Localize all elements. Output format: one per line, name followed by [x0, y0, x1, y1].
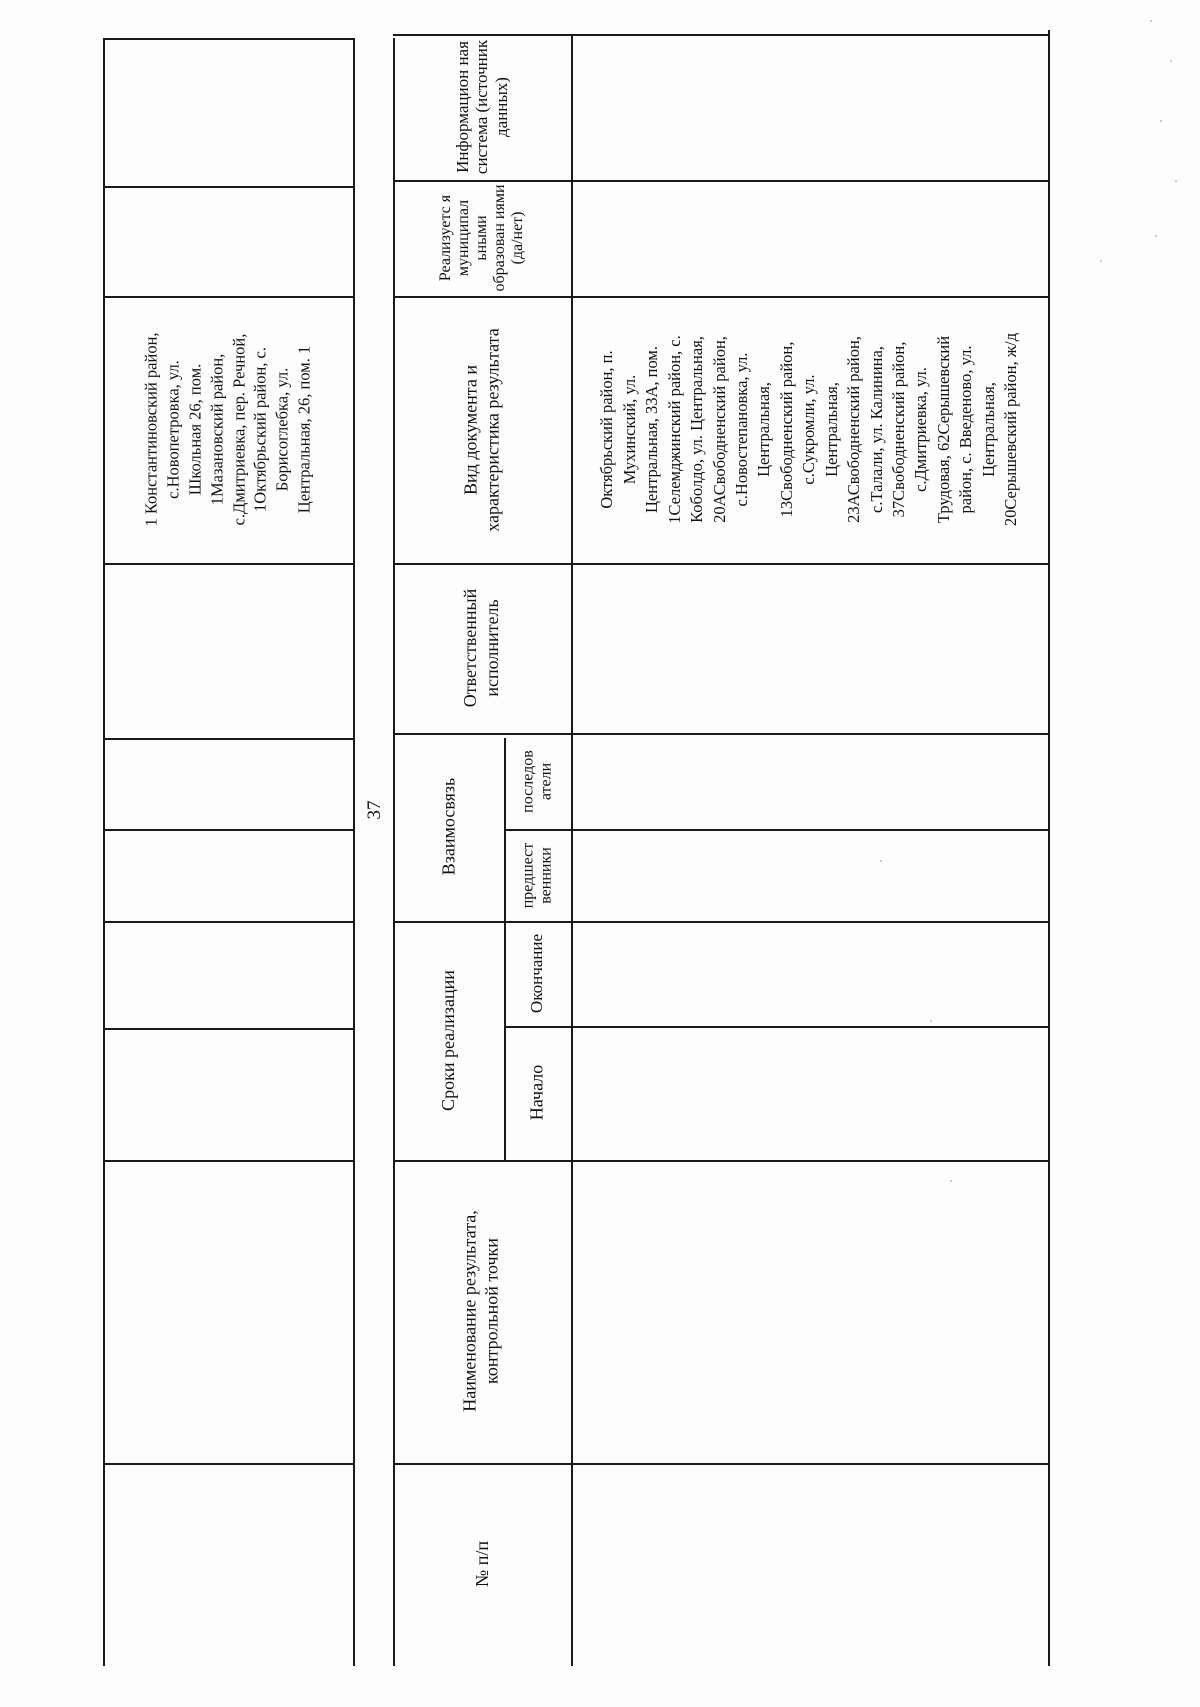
- doc-line: 20АСвободненский район,: [709, 336, 729, 523]
- scan-speck: [930, 1020, 932, 1022]
- upper-row-line: [103, 1028, 355, 1030]
- doc-line: 1Селемджинский район, с.: [664, 335, 684, 524]
- upper-row-line: [103, 829, 355, 831]
- header-predecessors: предшест венники: [519, 842, 554, 909]
- upper-table-border-right: [353, 38, 355, 1666]
- address-line: с.Новопетровка, ул.: [163, 360, 183, 499]
- upper-row-line: [103, 186, 355, 188]
- column-line: [504, 1026, 1050, 1028]
- lower-table-border-right: [1048, 30, 1050, 1666]
- column-line: [504, 829, 1050, 831]
- doc-line: 13Свободненский район,: [776, 341, 796, 518]
- doc-line: Коболдо, ул. Центральная,: [687, 336, 707, 523]
- doc-line: с.Новостепановка, ул.: [731, 352, 751, 507]
- header-doc-type: Вид документа и характеристика результата: [460, 328, 503, 532]
- upper-table-border-left: [103, 38, 105, 1666]
- doc-line: Центральная,: [754, 382, 774, 477]
- doc-line: с.Дмитриевка, ул.: [911, 367, 931, 492]
- header-terms: Сроки реализации: [437, 970, 458, 1111]
- doc-line: Мухинский, ул.: [619, 374, 639, 485]
- upper-row-line: [103, 921, 355, 923]
- address-line: 1Мазановский район,: [207, 353, 227, 506]
- header-num: № п/п: [472, 1541, 493, 1587]
- header-name: Наименование результата, контрольной точки: [459, 1210, 502, 1412]
- scan-speck: [950, 1180, 952, 1182]
- header-start: Начало: [526, 1064, 547, 1121]
- address-line: Борисоглебка, ул.: [272, 367, 292, 492]
- address-line: Центральная, 26, пом. 1: [294, 345, 314, 514]
- header-successors: последов атели: [519, 750, 554, 813]
- header-municipal: Реализуетс я муниципал ьными образован иями (да/нет): [437, 184, 526, 292]
- header-body-separator: [571, 34, 573, 1666]
- scan-speck: [1100, 260, 1102, 262]
- scan-speck: [1155, 235, 1157, 237]
- upper-row-line: [103, 563, 355, 565]
- header-relation: Взаимосвязь: [438, 777, 459, 876]
- upper-address-text: [102, 304, 354, 556]
- doc-line: Центральная,: [978, 382, 998, 477]
- upper-table-border-top: [103, 38, 355, 40]
- scan-speck: [1170, 60, 1172, 62]
- doc-result-cell: [571, 296, 1048, 563]
- scan-speck: [1175, 180, 1177, 182]
- upper-row-line: [103, 296, 355, 298]
- header-responsible: Ответственный исполнитель: [460, 588, 502, 708]
- address-line: с.Дмитриевка, пер. Речной,: [229, 333, 248, 526]
- doc-line: 20Серышевский район, ж/д: [1001, 332, 1021, 527]
- doc-line: 37Свободненский район,: [889, 341, 909, 518]
- doc-line: Центральная, 33А, пом.: [642, 346, 662, 513]
- doc-line: Октябрьский район, п.: [597, 350, 617, 509]
- doc-result-text: [571, 296, 1048, 563]
- upper-row-line: [103, 738, 355, 740]
- address-line: 1 Константиновский район,: [141, 332, 161, 527]
- doc-line: Трудовая, 62Серышевский: [933, 335, 953, 524]
- page-number: 37: [364, 800, 386, 820]
- address-line: 1Октябрьский район, с.: [250, 346, 270, 513]
- address-line: Школьная 26, пом.: [185, 363, 205, 496]
- doc-line: 23АСвободненский район,: [844, 336, 864, 523]
- header-info-system: Информацион ная система (источник данных): [452, 39, 511, 175]
- scan-speck: [880, 860, 882, 862]
- header-end: Окончание: [527, 933, 547, 1014]
- upper-row-line: [103, 1463, 355, 1465]
- doc-line: с.Сукромли, ул.: [799, 374, 819, 485]
- doc-line: район, с. Введеново, ул.: [956, 345, 976, 514]
- scan-speck: [1150, 20, 1152, 22]
- doc-line: Центральная,: [821, 382, 841, 477]
- doc-line: с.Талали, ул. Калинина,: [866, 346, 886, 513]
- upper-address-cell: [95, 304, 362, 556]
- scan-speck: [1160, 120, 1162, 122]
- upper-row-line: [103, 1160, 355, 1162]
